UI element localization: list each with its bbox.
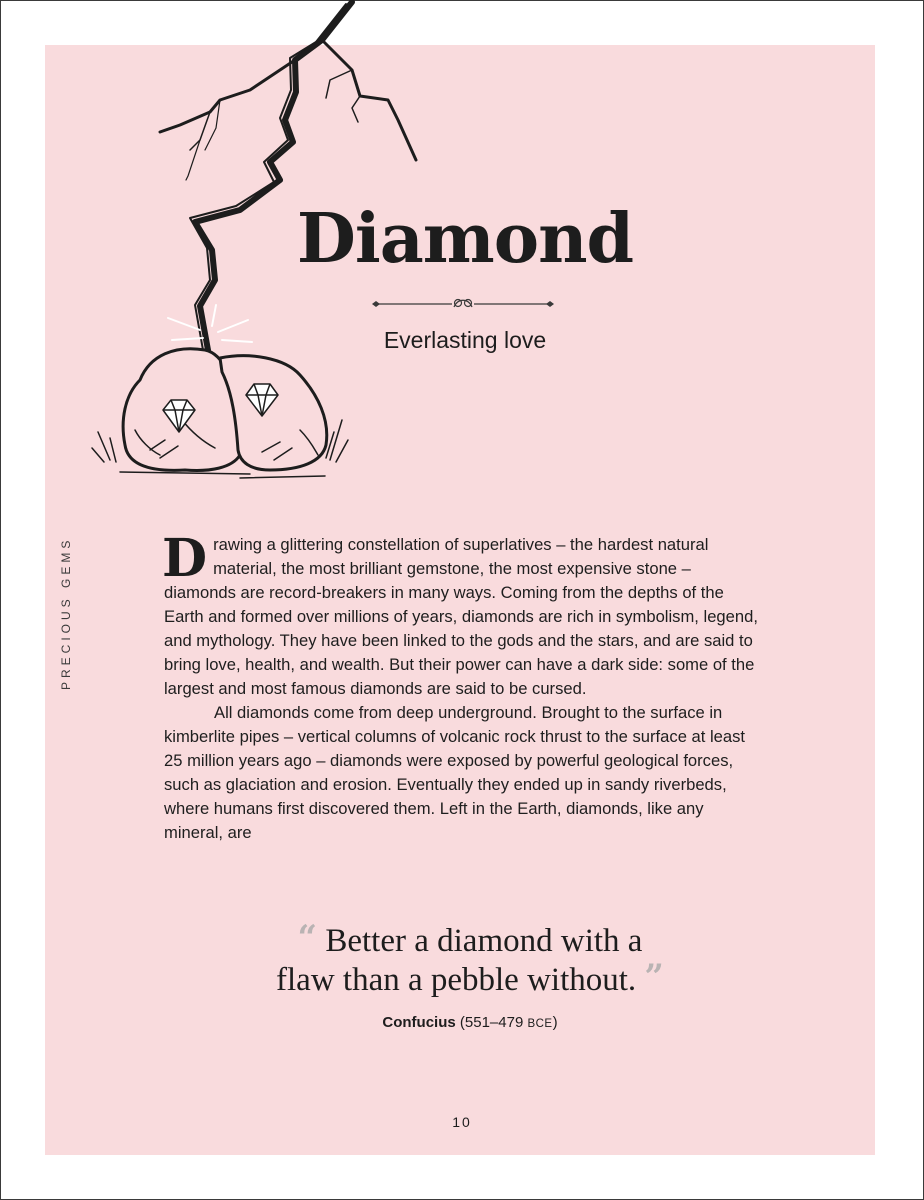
page-number: 10 [452, 1114, 472, 1130]
paragraph-1 [162, 528, 766, 701]
body-text [162, 528, 766, 845]
quote-text-2: flaw than a pebble without. [276, 962, 637, 998]
quote-dates-open: (551–479 [459, 1014, 528, 1031]
quote-text-1: Better a diamond with a [325, 923, 643, 959]
paragraph-2: All diamonds come from deep underground. Brought to the surface in kimberlite pipes – vertical columns of volcanic rock thrust to the surface at least 25 million years ago – diamonds were exposed by powerful geological forces, such as glaciation and erosion. Eventually they ended up in sandy riverbeds, where humans first discovered them. Left in the Earth, diamonds, like any mineral, are [164, 703, 746, 842]
quote-line-2 [200, 957, 740, 1000]
quote-attribution [200, 1014, 740, 1031]
subtitle: Everlasting love [383, 327, 547, 353]
paragraph-1-text: rawing a glittering constellation of superlatives – the hardest natural material, the most brilliant gemstone, the most expensive stone – diamonds are record-breakers in many ways. Coming from the depths of the Earth and formed over millions of years, diamonds are rich in symbolism, legend, and mythology. They have been linked to the gods and the stars, and are said to bring love, health, and wealth. But their power can have a dark side: some of the largest and most famous diamonds are said to be cursed. [164, 535, 758, 698]
quote-author: Confucius [382, 1014, 456, 1031]
pull-quote [200, 918, 740, 1031]
quote-line-1 [200, 918, 740, 961]
ornamental-divider-icon [372, 294, 554, 312]
page-title: Diamond [296, 199, 634, 279]
quote-era: BCE [527, 1018, 553, 1030]
close-quote-icon: ” [644, 957, 664, 997]
section-label: PRECIOUS GEMS [59, 536, 73, 690]
quote-dates-close: ) [552, 1014, 558, 1031]
open-quote-icon: “ [297, 918, 318, 958]
drop-cap: D [162, 528, 208, 589]
